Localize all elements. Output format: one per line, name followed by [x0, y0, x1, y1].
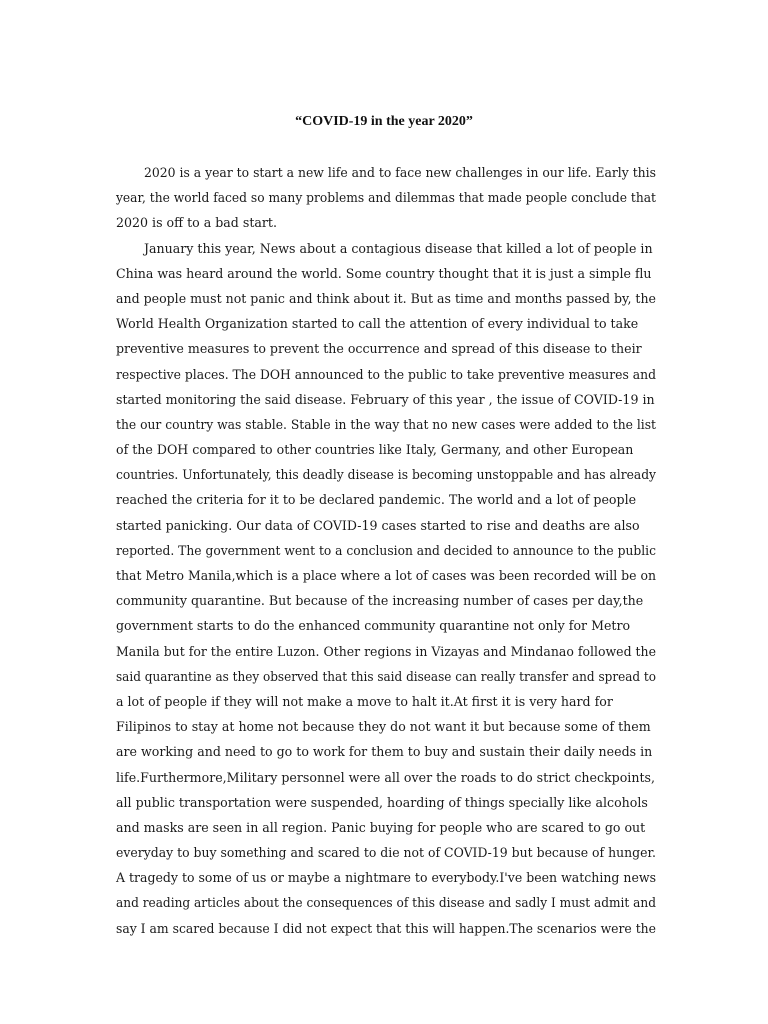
body-line: 2020 is a year to start a new life and to face new challenges in our life. Early this	[144, 165, 656, 180]
body-line: year, the world faced so many problems and dilemmas that made people conclude that	[116, 190, 656, 206]
document-title: “COVID-19 in the year 2020”	[295, 114, 473, 129]
body-line: a lot of people if they will not make a move to halt it.At first it is very hard for	[116, 693, 613, 709]
body-line: life.Furthermore,Military personnel were all over the roads to do strict checkpoints,	[116, 769, 655, 785]
body-line: of the DOH compared to other countries like Italy, Germany, and other European	[116, 442, 634, 458]
body-line: started monitoring the said disease. February of this year , the issue of COVID-19 in	[116, 391, 655, 407]
body-line: are working and need to go to work for them to buy and sustain their daily needs in	[116, 744, 653, 760]
body-line: January this year, News about a contagious disease that killed a lot of people in	[144, 240, 653, 256]
body-line: countries. Unfortunately, this deadly disease is becoming unstoppable and has already	[116, 467, 656, 483]
body-line: and reading articles about the consequences of this disease and sadly I must admit and	[116, 895, 656, 911]
body-line: World Health Organization started to call the attention of every individual to take	[116, 316, 639, 332]
body-line: respective places. The DOH announced to the public to take preventive measures and	[116, 366, 656, 382]
body-line: reached the criteria for it to be declared pandemic. The world and a lot of people	[116, 492, 637, 508]
body-line: the our country was stable. Stable in the way that no new cases were added to the list	[116, 416, 656, 432]
body-line: all public transportation were suspended, hoarding of things specially like alcohols	[116, 794, 648, 810]
body-line: that Metro Manila,which is a place where a lot of cases was been recorded will be on	[116, 568, 656, 583]
body-line: government starts to do the enhanced community quarantine not only for Metro	[116, 618, 631, 634]
body-line: 2020 is off to a bad start.	[116, 215, 277, 231]
body-line: and masks are seen in all region. Panic buying for people who are scared to go out	[116, 819, 646, 835]
body-line: Filipinos to stay at home not because they do not want it but because some of them	[116, 719, 651, 735]
body-line: A tragedy to some of us or maybe a nightmare to everybody.I've been watching news	[116, 870, 656, 886]
body-line: started panicking. Our data of COVID-19 cases started to rise and deaths are also	[116, 517, 640, 533]
body-line: and people must not panic and think about it. But as time and months passed by, the	[116, 290, 656, 306]
body-line: community quarantine. But because of the increasing number of cases per day,the	[116, 593, 644, 609]
body-line: reported. The government went to a conclusion and decided to announce to the public	[116, 542, 656, 558]
document-body	[116, 160, 656, 941]
body-line: everyday to buy something and scared to die not of COVID-19 but because of hunger.	[116, 845, 656, 861]
body-line: say I am scared because I did not expect that this will happen.The scenarios were the	[116, 920, 656, 936]
body-line: said quarantine as they observed that this said disease can really transfer and spread to	[116, 668, 656, 684]
body-line: Manila but for the entire Luzon. Other regions in Vizayas and Mindanao followed the	[116, 643, 656, 659]
body-line: China was heard around the world. Some country thought that it is just a simple flu	[116, 265, 652, 281]
body-line: preventive measures to prevent the occurrence and spread of this disease to their	[116, 341, 642, 357]
